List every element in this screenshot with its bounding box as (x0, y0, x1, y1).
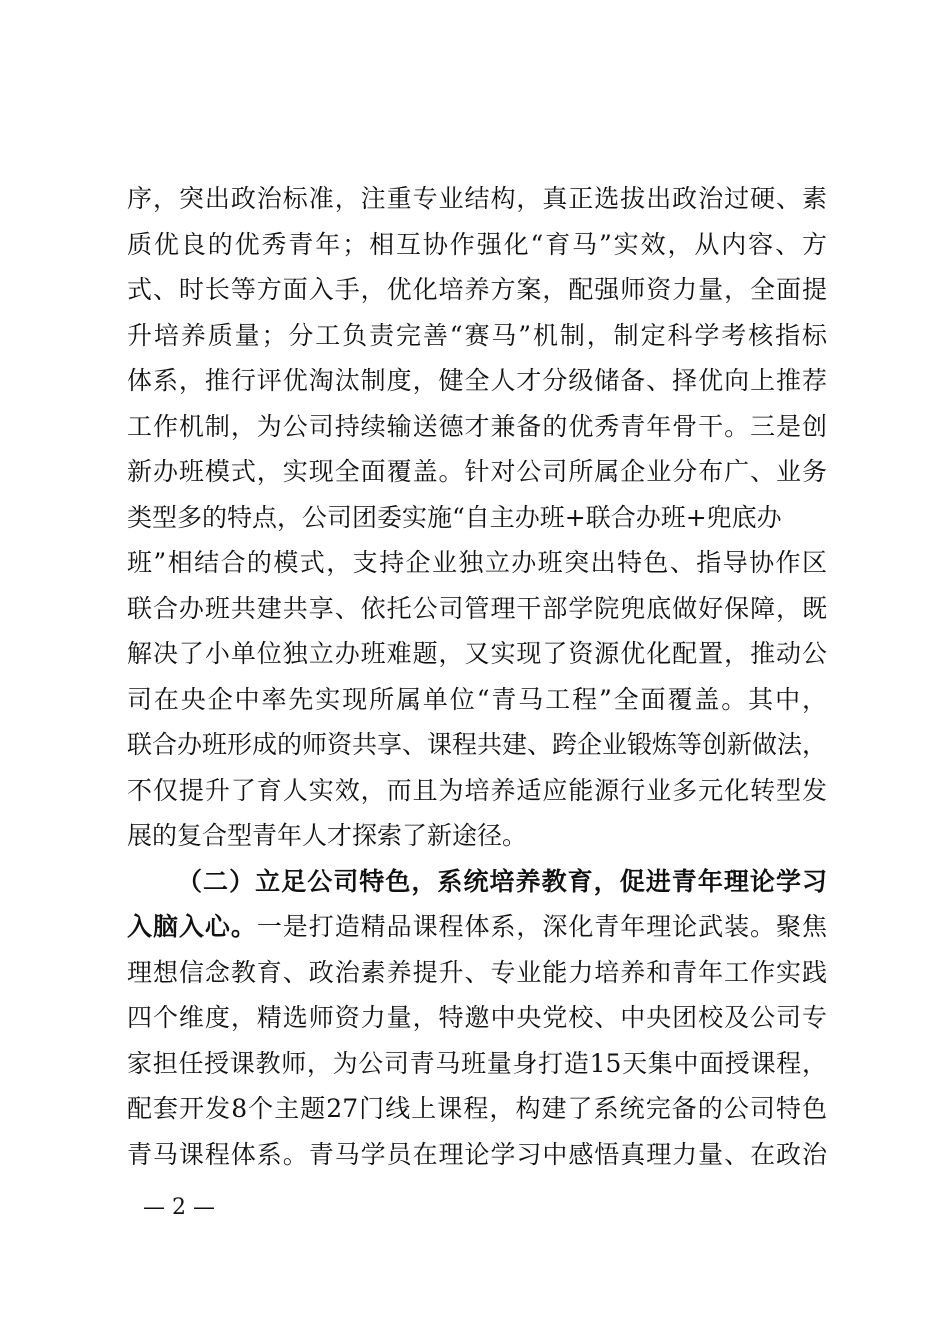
text-line: 联合办班共建共享、依托公司管理干部学院兜底做好保障，既 (127, 593, 827, 623)
text-line: 理想信念教育、政治素养提升、专业能力培养和青年工作实践 (127, 957, 827, 987)
text-line: 类型多的特点，公司团委实施“自主办班+联合办班+兜底办 (127, 502, 782, 532)
text-line: 班”相结合的模式，支持企业独立办班突出特色、指导协作区 (127, 548, 827, 577)
text-line: 四个维度，精选师资力量，特邀中央党校、中央团校及公司专 (127, 1003, 827, 1032)
text-line: 工作机制，为公司持续输送德才兼备的优秀青年骨干。三是创 (127, 411, 827, 441)
section-heading-continuation: 入脑入心。 (127, 912, 257, 941)
text-line: 序，突出政治标准，注重专业结构，真正选拔出政治过硬、素 (127, 184, 827, 213)
text-line: 体系，推行评优淘汰制度，健全人才分级储备、择优向上推荐 (127, 366, 827, 395)
text-line: 展的复合型青年人才探索了新途径。 (127, 821, 528, 850)
page-number: — 2 — (143, 1195, 215, 1220)
text-line: 不仅提升了育人实效，而且为培养适应能源行业多元化转型发 (127, 775, 827, 805)
text-line: 联合办班形成的师资共享、课程共建、跨企业锻炼等创新做法， (127, 730, 828, 759)
section-heading: （二）立足公司特色，系统培养教育，促进青年理论学习 (177, 866, 827, 896)
text-line-rest: 一是打造精品课程体系，深化青年理论武装。聚焦 (256, 912, 827, 941)
text-line: 式、时长等方面入手，优化培养方案，配强师资力量，全面提 (127, 275, 827, 304)
text-line (127, 904, 827, 950)
text-line: 质优良的优秀青年；相互协作强化“育马”实效，从内容、方 (127, 229, 827, 259)
text-line: 升培养质量；分工负责完善“赛马”机制，制定科学考核指标 (127, 320, 827, 350)
text-line: 青马课程体系。青马学员在理论学习中感悟真理力量、在政治 (127, 1139, 827, 1169)
text-line: 配套开发8个主题27门线上课程，构建了系统完备的公司特色 (127, 1094, 827, 1123)
body-text (127, 176, 827, 1177)
text-line: 家担任授课教师，为公司青马班量身打造15天集中面授课程， (127, 1048, 827, 1078)
text-line: 解决了小单位独立办班难题，又实现了资源优化配置，推动公 (127, 639, 827, 668)
text-line: 新办班模式，实现全面覆盖。针对公司所属企业分布广、业务 (127, 457, 827, 486)
text-line: 司在央企中率先实现所属单位“青马工程”全面覆盖。其中， (127, 684, 827, 714)
